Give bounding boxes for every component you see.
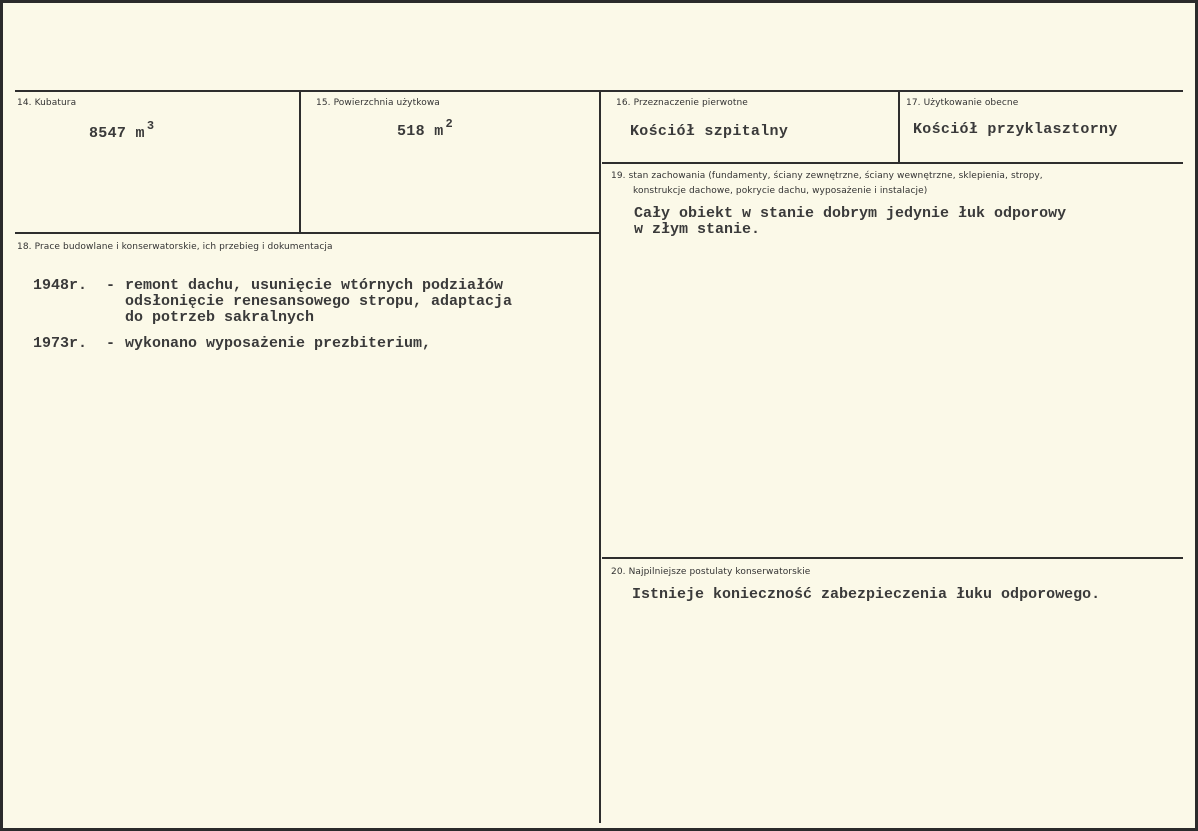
- field-18-label: 18. Prace budowlane i konserwatorskie, ich przebieg i dokumentacja: [17, 242, 333, 252]
- field-14-value: [89, 119, 155, 142]
- entry-1973-year: 1973r.: [33, 335, 88, 352]
- entry-1973-line-1: wykonano wyposażenie prezbiterium,: [125, 335, 432, 352]
- field-19-label-line-1: 19. stan zachowania (fundamenty, ściany zewnętrzne, ściany wewnętrzne, sklepienia, stropy,: [611, 171, 1043, 181]
- area-exponent: 2: [445, 117, 454, 131]
- entry-1948-year: 1948r.: [33, 277, 88, 294]
- divider-main: [599, 90, 601, 823]
- field-16-value: Kościół szpitalny: [630, 123, 789, 140]
- entry-1973-dash: -: [106, 335, 116, 352]
- entry-1948-line-1: remont dachu, usunięcie wtórnych podziałów: [125, 277, 504, 294]
- area-value: 518 m: [397, 123, 444, 140]
- field-15-label: 15. Powierzchnia użytkowa: [316, 98, 440, 108]
- field-20-label: 20. Najpilniejsze postulaty konserwatorskie: [611, 567, 811, 577]
- field-15-value: [397, 117, 454, 140]
- rule-right-19-20: [602, 557, 1183, 559]
- cubature-exponent: 3: [146, 119, 155, 133]
- rule-left-mid: [15, 232, 599, 234]
- field-14-label: 14. Kubatura: [17, 98, 77, 108]
- postulate-value: Istnieje konieczność zabezpieczenia łuku odporowego.: [632, 586, 1101, 603]
- field-17-value: Kościół przyklasztorny: [913, 121, 1118, 138]
- divider-16-17: [898, 90, 900, 163]
- cubature-value: 8547 m: [89, 125, 145, 142]
- field-17-label: 17. Użytkowanie obecne: [906, 98, 1019, 108]
- entry-1948-dash: -: [106, 277, 116, 294]
- entry-1948-line-3: do potrzeb sakralnych: [125, 309, 315, 326]
- rule-right-16-17: [602, 162, 1183, 164]
- entry-1948-line-2: odsłonięcie renesansowego stropu, adaptacja: [125, 293, 513, 310]
- condition-line-1: Cały obiekt w stanie dobrym jedynie łuk odporowy: [634, 205, 1067, 222]
- field-16-label: 16. Przeznaczenie pierwotne: [616, 98, 748, 108]
- condition-line-2: w złym stanie.: [634, 221, 761, 238]
- field-19-label-line-2: konstrukcje dachowe, pokrycie dachu, wyposażenie i instalacje): [633, 186, 928, 196]
- divider-14-15: [299, 90, 301, 233]
